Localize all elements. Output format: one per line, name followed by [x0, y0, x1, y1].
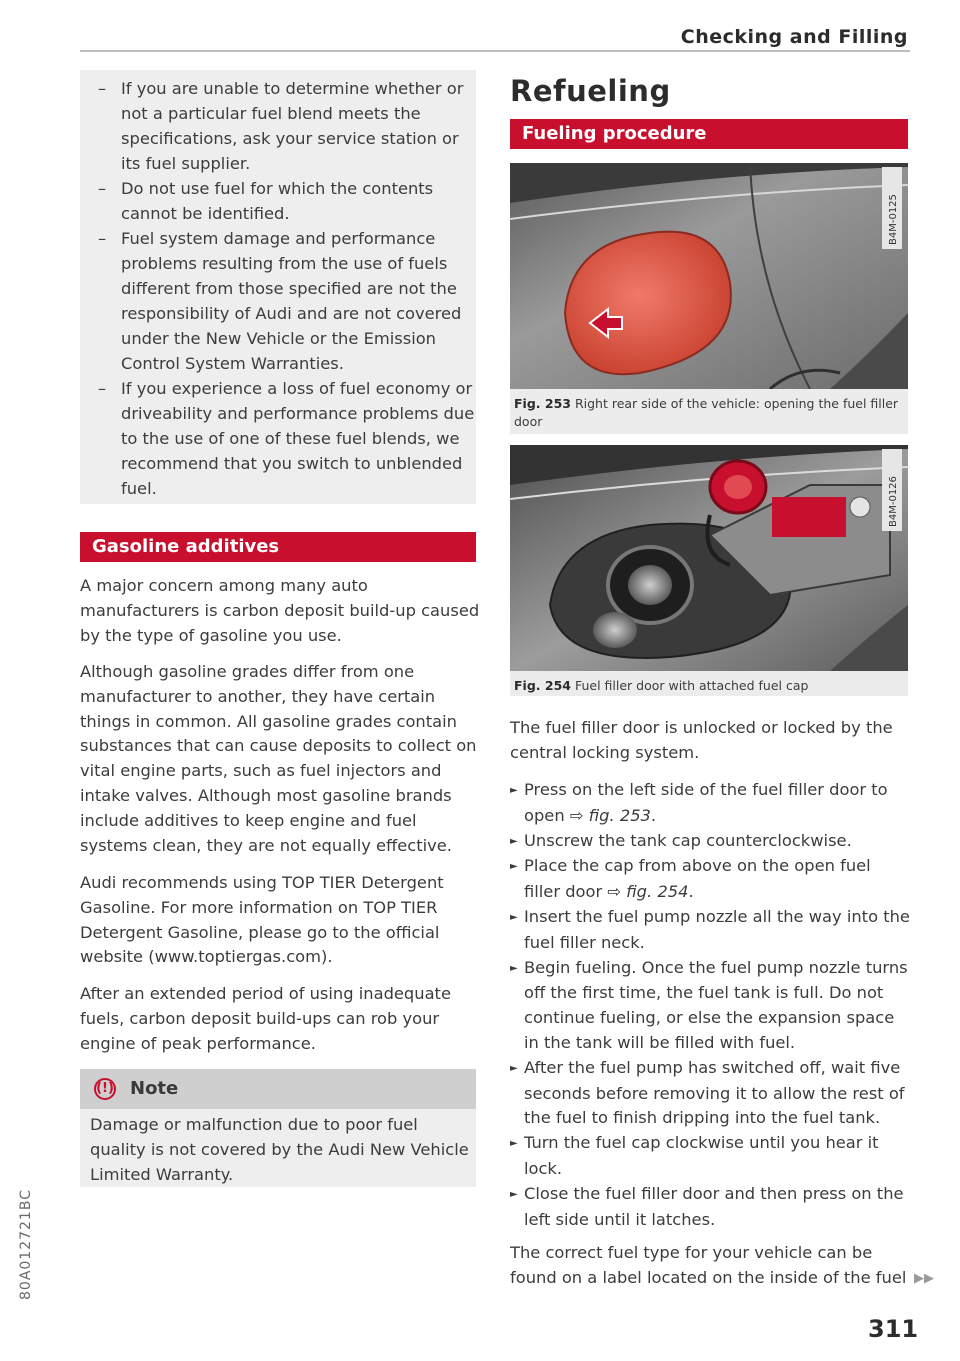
bullet-triangle-icon: ►	[510, 1188, 518, 1200]
bullet-triangle-icon: ►	[510, 835, 518, 847]
warning-item: – Fuel system damage and performance problems resulting from the use of fuels different from those specified are not the responsibility of Audi and are not covered under the New Vehicle or the Emission Control System Warranties.	[98, 229, 462, 373]
figure-reference-link[interactable]: ⇨ fig. 253	[569, 805, 651, 825]
procedure-step: ► Press on the left side of the fuel filler door to open ⇨ fig. 253.	[510, 780, 888, 825]
caption-text: Right rear side of the vehicle: opening the fuel filler door	[514, 396, 899, 429]
figure-reference-link[interactable]: ⇨ fig. 254	[607, 882, 689, 902]
figure-caption	[514, 677, 904, 695]
warning-item: – If you are unable to determine whether or not a particular fuel blend meets the specifications, ask your service station or its fuel supplier.	[98, 79, 464, 173]
bullet-triangle-icon: ►	[510, 861, 518, 873]
procedure-step: ► Unscrew the tank cap counterclockwise.	[510, 829, 910, 855]
bullet-triangle-icon: ►	[510, 1062, 518, 1074]
procedure-step: ► Insert the fuel pump nozzle all the way into the fuel filler neck.	[510, 906, 910, 952]
figure-code: B4M-0126	[888, 476, 899, 527]
warning-item: – Do not use fuel for which the contents cannot be identified.	[98, 179, 434, 223]
caption-text: Fuel filler door with attached fuel cap	[574, 678, 809, 693]
document-code: 80A012721BC	[18, 1189, 34, 1300]
procedure-step: ► Begin fueling. Once the fuel pump nozzle turns off the first time, the fuel tank is full. Do not continue fueling, or else the expansion space in the tank will be filled with fuel.	[510, 957, 908, 1052]
note-box	[80, 1109, 476, 1187]
figure-caption-box	[510, 389, 908, 434]
figure-code: B4M-0125	[888, 194, 899, 245]
figure-caption	[514, 395, 904, 431]
paragraph: Audi recommends using TOP TIER Detergent Gasoline. For more information on TOP TIER Detergent Gasoline, please go to the official website (www.toptiergas.com).	[80, 873, 444, 967]
fuel-door-open-illustration	[510, 445, 908, 671]
section-title-fueling-procedure: Fueling procedure	[510, 119, 908, 149]
procedure-step: ► After the fuel pump has switched off, wait five seconds before removing it to allow the rest of the fuel to finish dripping into the fuel tank.	[510, 1057, 905, 1128]
info-icon: (!)	[94, 1078, 116, 1100]
paragraph: A major concern among many auto manufacturers is carbon deposit build-up caused by the type of gasoline you use.	[80, 576, 480, 645]
bullet-triangle-icon: ►	[510, 962, 518, 974]
procedure-step: ► Close the fuel filler door and then press on the left side until it latches.	[510, 1183, 904, 1229]
paragraph: Although gasoline grades differ from one manufacturer to another, they have certain things in common. All gasoline grades contain substances that can cause deposits to collect on vital engine parts, such as fuel injectors and intake valves. Although most gasoline brands include additives to keep engine and fuel systems clean, they are not equally effective.	[80, 662, 477, 855]
continue-arrow-icon: ▶▶	[914, 1271, 934, 1286]
paragraph: The correct fuel type for your vehicle can be found on a label located on the inside of the fuel	[510, 1243, 907, 1287]
figure-caption-box	[510, 671, 908, 696]
chapter-title: Checking and Filling	[680, 26, 908, 48]
section-title-gasoline-additives: Gasoline additives	[80, 532, 476, 562]
paragraph: After an extended period of using inadequate fuels, carbon deposit build-ups can rob your engine of peak performance.	[80, 984, 451, 1053]
page-heading: Refueling	[510, 74, 671, 108]
figure-label: Fig. 253	[514, 396, 571, 411]
note-title: Note	[130, 1078, 179, 1099]
figure-253	[510, 163, 908, 389]
figure-254	[510, 445, 908, 671]
procedure-step: ► Place the cap from above on the open fuel filler door ⇨ fig. 254.	[510, 856, 871, 902]
warning-list	[98, 76, 478, 501]
header-rule	[80, 50, 910, 52]
procedure-step: ► Turn the fuel cap clockwise until you hear it lock.	[510, 1133, 879, 1178]
warning-box	[80, 70, 476, 504]
page-number: 311	[868, 1315, 919, 1343]
bullet-triangle-icon: ►	[510, 1138, 518, 1150]
fuel-door-closed-illustration	[510, 163, 908, 389]
figure-label: Fig. 254	[514, 678, 571, 693]
procedure-steps	[510, 778, 910, 1232]
note-text: Damage or malfunction due to poor fuel quality is not covered by the Audi New Vehicle Limited Warranty.	[90, 1115, 469, 1184]
bullet-triangle-icon: ►	[510, 785, 518, 796]
note-header	[80, 1069, 476, 1109]
warning-item: – If you experience a loss of fuel economy or driveability and performance problems due to the use of one of these fuel blends, we recommend that you switch to unblended fuel.	[98, 379, 475, 498]
paragraph: The fuel filler door is unlocked or locked by the central locking system.	[510, 718, 893, 762]
bullet-triangle-icon: ►	[510, 911, 518, 923]
